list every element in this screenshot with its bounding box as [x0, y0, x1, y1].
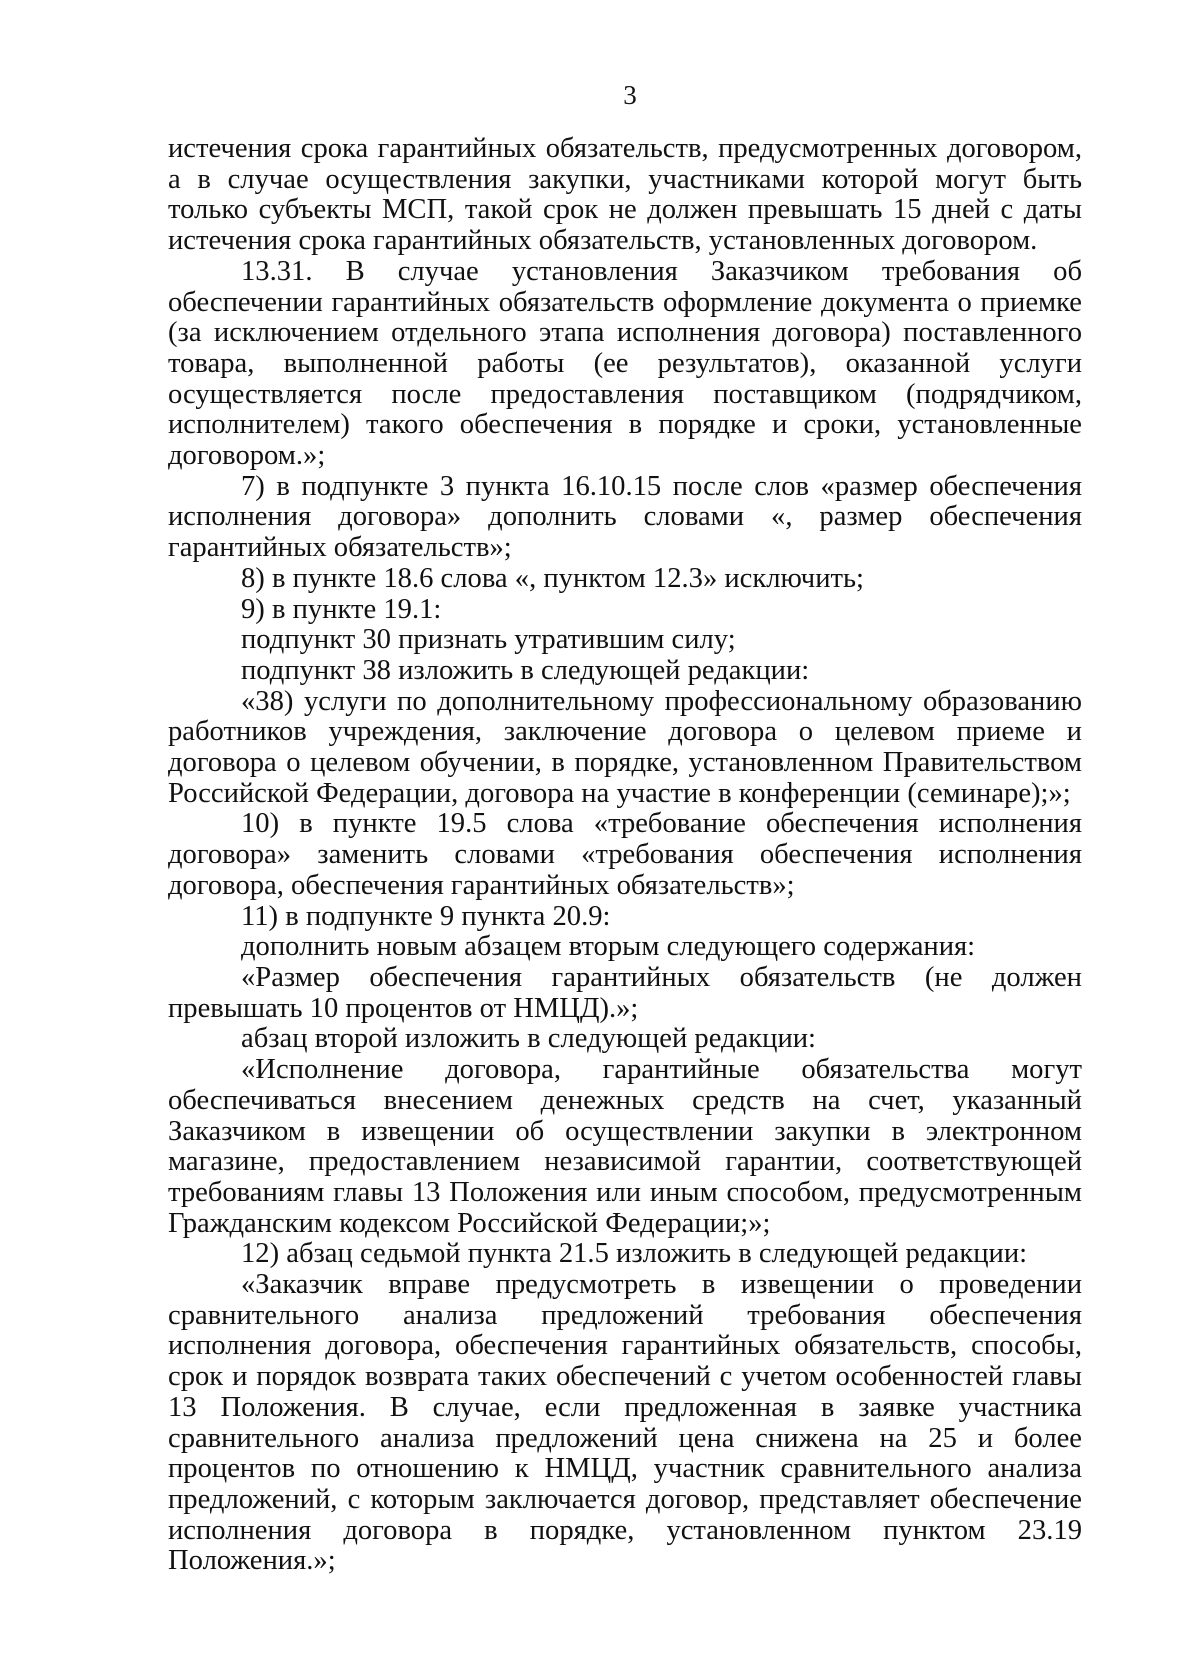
paragraph-abzac-second: абзац второй изложить в следующей редакции: [241, 1023, 817, 1055]
paragraph-item-9: 9) в пункте 19.1: [241, 593, 442, 625]
paragraph-subitem-30: подпункт 30 признать утратившим силу; [241, 624, 736, 656]
paragraph-item-12: 12) абзац седьмой пункта 21.5 изложить в следующей редакции: [241, 1238, 1028, 1270]
paragraph-subitem-38: подпункт 38 изложить в следующей редакции: [241, 654, 810, 686]
document-body [168, 134, 1082, 1577]
page-number: 3 [623, 80, 637, 110]
paragraph-continuation: истечения срока гарантийных обязательств, предусмотренных договором, а в случае осуществления закупки, участниками которой могут быть только субъекты МСП, такой срок не должен превышать 15 дней с даты истечения срока гарантийных обязательств, установленных договором. [168, 133, 1082, 257]
paragraph-item-10: 10) в пункте 19.5 слова «требование обеспечения исполнения договора» заменить словами «требования обеспечения исполнения договора, обеспечения гарантийных обязательств»; [168, 808, 1082, 901]
paragraph-new-abzac: дополнить новым абзацем вторым следующего содержания: [241, 931, 976, 963]
paragraph-clause-13-31: 13.31. В случае установления Заказчиком требования об обеспечении гарантийных обязательств оформление документа о приемке (за исключением отдельного этапа исполнения договора) поставленного товара, выполненной работы (ее результатов), оказанной услуги осуществляется после предоставления поставщиком (подрядчиком, исполнителем) такого обеспечения в порядке и сроки, установленные договором.»; [168, 255, 1082, 472]
paragraph-item-7: 7) в подпункте 3 пункта 16.10.15 после слов «размер обеспечения исполнения договора» дополнить словами «, размер обеспечения гарантийных обязательств»; [168, 470, 1082, 564]
paragraph-customer-text: «Заказчик вправе предусмотреть в извещении о проведении сравнительного анализа предложений требования обеспечения исполнения договора, обеспечения гарантийных обязательств, способы, срок и порядок возврата таких обеспечений с учетом особенностей главы 13 Положения. В случае, если предложенная в заявке участника сравнительного анализа предложений цена снижена на 25 и более процентов по отношению к НМЦД, участник сравнительного анализа предложений, с которым заключается договор, представляет обеспечение исполнения договора в порядке, установленном пунктом 23.19 Положения.»; [168, 1269, 1082, 1577]
paragraph-guarantee-size: «Размер обеспечения гарантийных обязательств (не должен превышать 10 процентов от НМЦД).»; [168, 961, 1082, 1024]
paragraph-item-11: 11) в подпункте 9 пункта 20.9: [241, 900, 611, 932]
paragraph-subitem-38-text: «38) услуги по дополнительному профессиональному образованию работников учреждения, заключение договора о целевом приеме и договора о целевом обучении, в порядке, установленном Правительством Российской Федерации, договора на участие в конференции (семинаре);»; [168, 685, 1082, 809]
paragraph-item-8: 8) в пункте 18.6 слова «, пунктом 12.3» исключить; [241, 562, 864, 594]
paragraph-execution-text: «Исполнение договора, гарантийные обязательства могут обеспечиваться внесением денежных средств на счет, указанный Заказчиком в извещении об осуществлении закупки в электронном магазине, предоставлением независимой гарантии, соответствующей требованиям главы 13 Положения или иным способом, предусмотренным Гражданским кодексом Российской Федерации;»; [168, 1054, 1082, 1239]
